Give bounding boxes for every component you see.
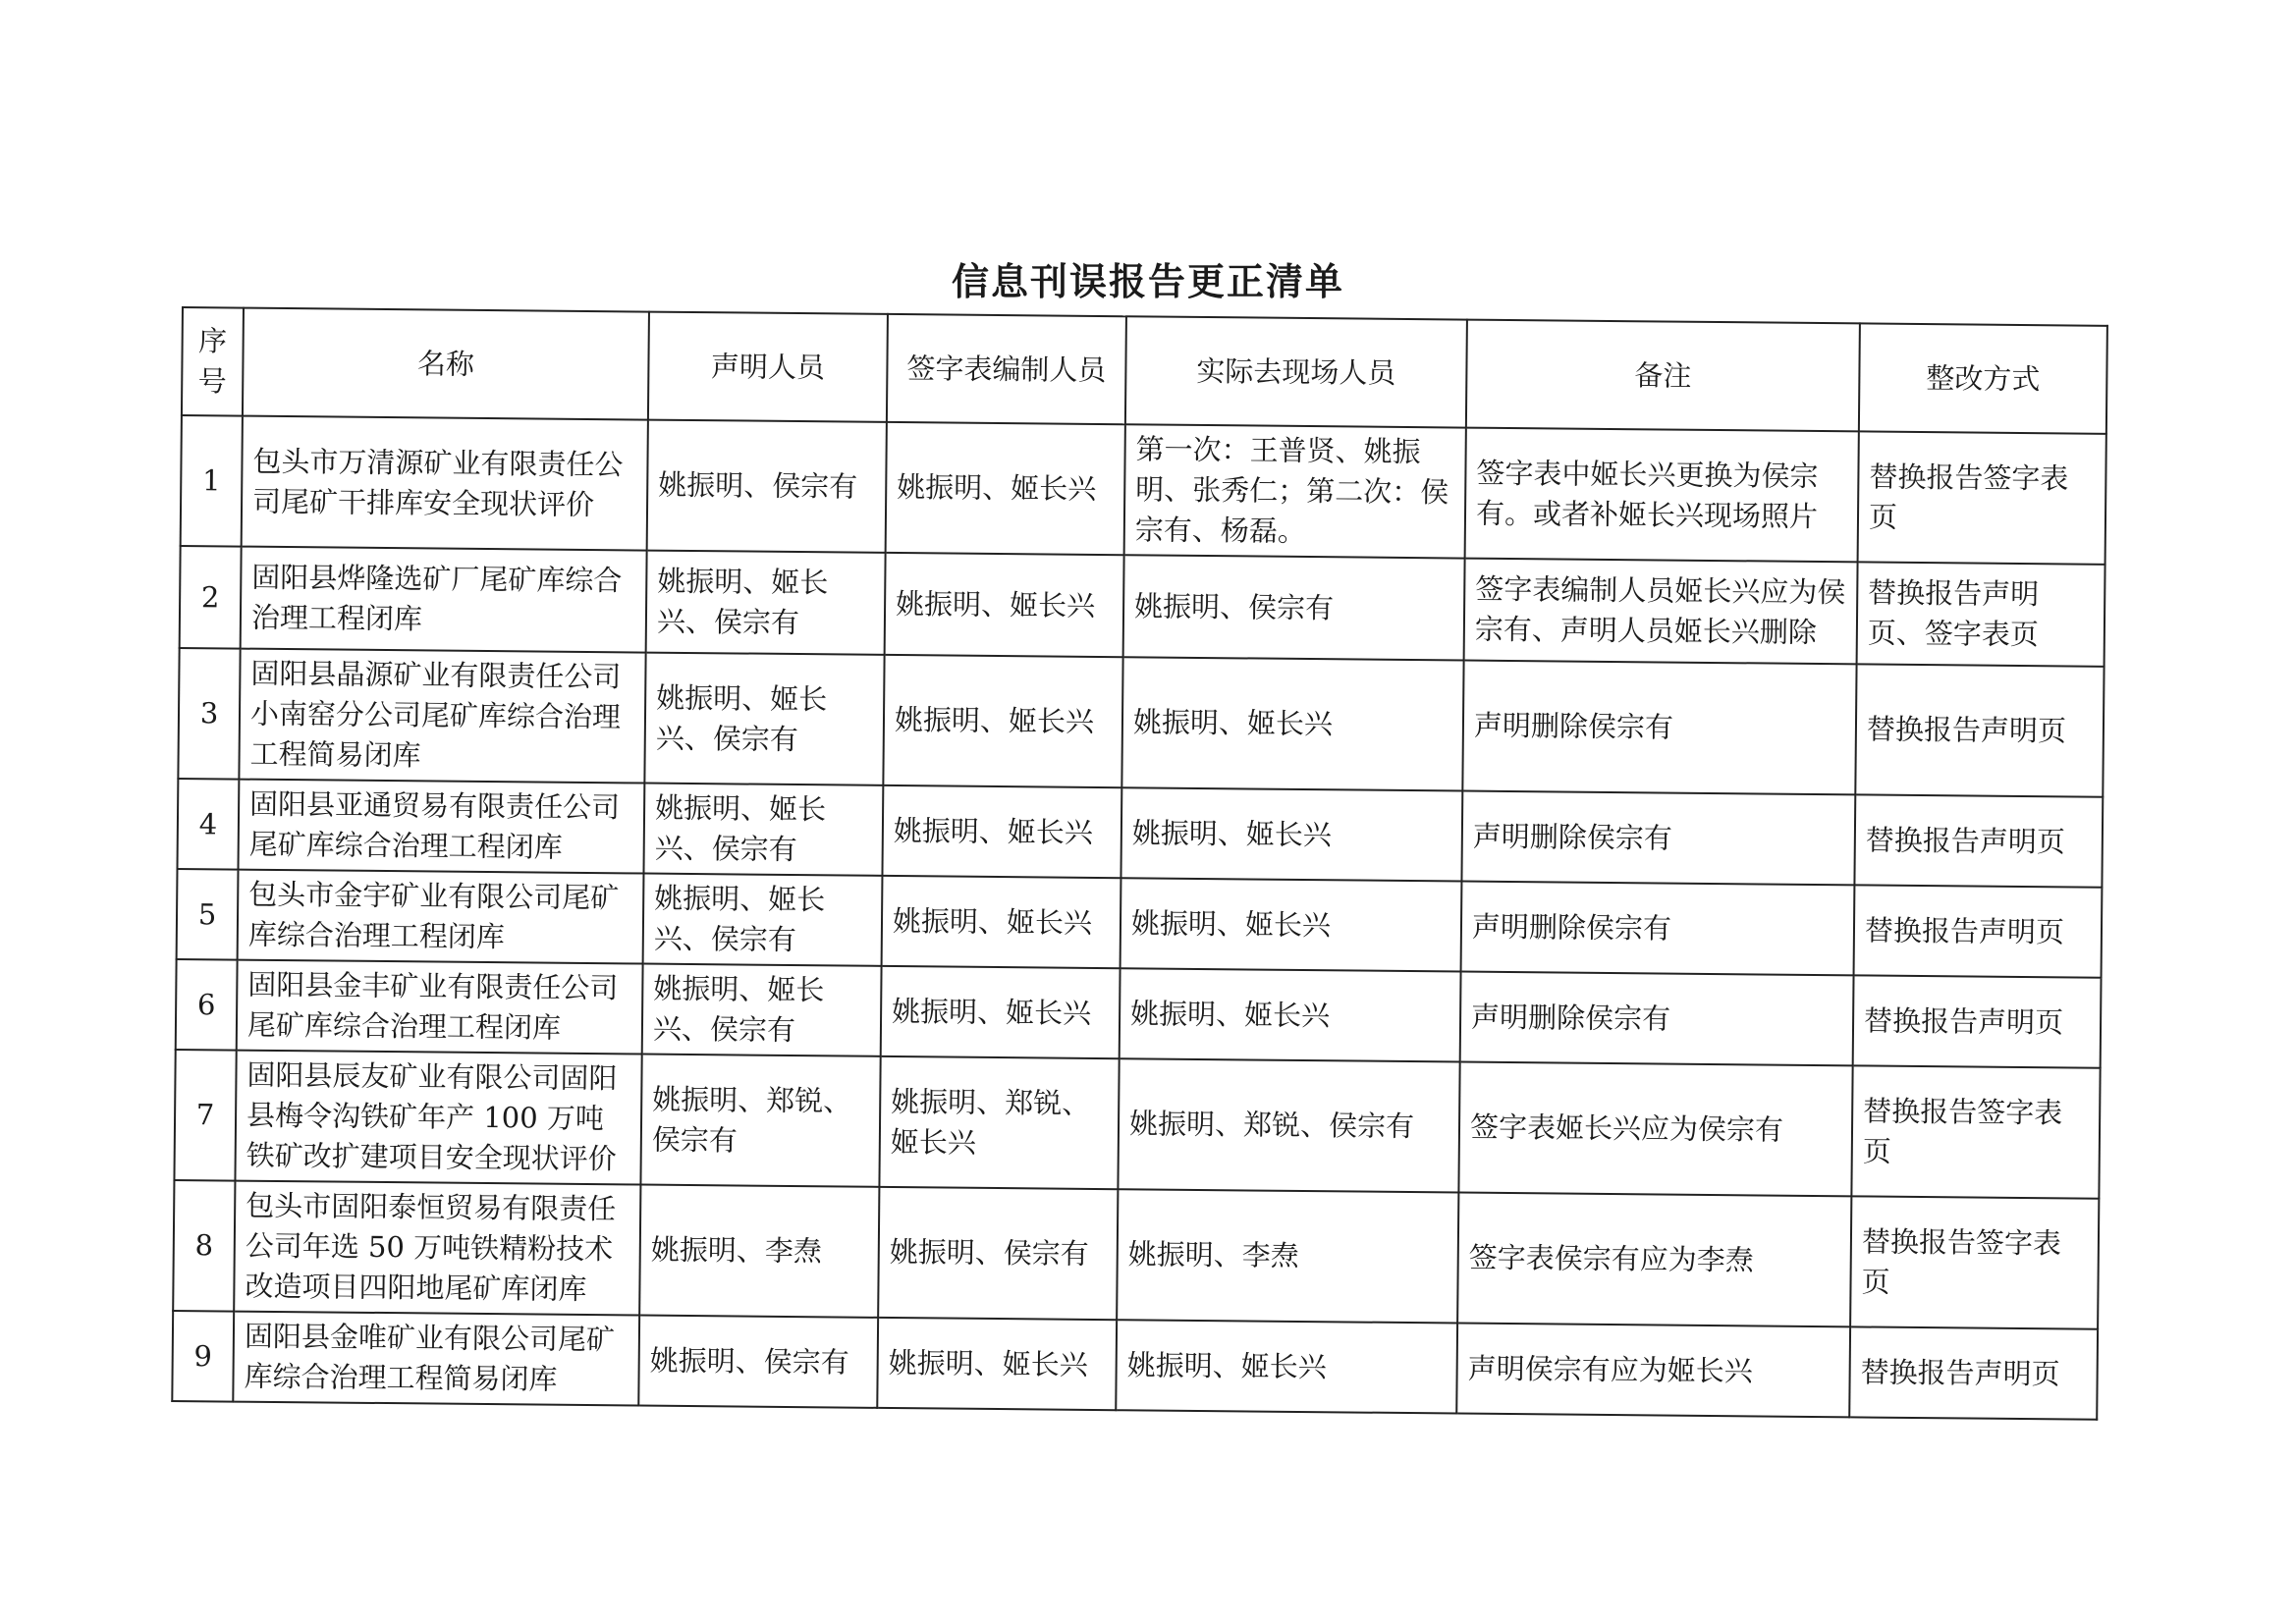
cell-name: 包头市固阳泰恒贸易有限责任公司年选 50 万吨铁精粉技术改造项目四阳地尾矿库闭库 (234, 1181, 640, 1316)
cell-name: 固阳县金唯矿业有限公司尾矿库综合治理工程简易闭库 (233, 1312, 639, 1406)
table-row (178, 648, 2104, 797)
cell-onsite: 姚振明、姬长兴 (1120, 968, 1461, 1061)
cell-onsite: 第一次：王普贤、姚振明、张秀仁；第二次：侯宗有、杨磊。 (1124, 424, 1466, 558)
document-title: 信息刊误报告更正清单 (951, 259, 1344, 303)
cell-fix: 替换报告声明页 (1854, 794, 2103, 887)
header-cell-remark: 备注 (1466, 320, 1860, 432)
table-row (173, 1180, 2099, 1329)
cell-remark: 签字表侯宗有应为李焘 (1457, 1193, 1851, 1327)
cell-no: 7 (174, 1050, 236, 1181)
cell-onsite: 姚振明、李焘 (1117, 1189, 1458, 1323)
cell-fix: 替换报告声明页 (1854, 885, 2103, 977)
cell-name: 固阳县烨隆选矿厂尾矿库综合治理工程闭库 (241, 547, 647, 653)
correction-table (171, 306, 2108, 1421)
cell-name: 包头市金宇矿业有限公司尾矿库综合治理工程闭库 (238, 870, 644, 964)
cell-onsite: 姚振明、郑锐、侯宗有 (1118, 1058, 1459, 1192)
cell-name: 固阳县金丰矿业有限责任公司尾矿库综合治理工程闭库 (237, 960, 643, 1055)
cell-sign-sheet: 姚振明、姬长兴 (881, 966, 1121, 1058)
cell-sign-sheet: 姚振明、姬长兴 (885, 553, 1124, 657)
header-cell-name: 名称 (243, 308, 649, 420)
cell-sign-sheet: 姚振明、姬长兴 (877, 1318, 1117, 1410)
cell-no: 5 (177, 869, 239, 960)
table-row (181, 415, 2106, 565)
cell-name: 包头市万清源矿业有限责任公司尾矿干排库安全现状评价 (242, 416, 648, 551)
table-header-row (182, 307, 2107, 434)
cell-sign-sheet: 姚振明、姬长兴 (883, 655, 1122, 787)
cell-declared: 姚振明、李焘 (639, 1185, 879, 1318)
cell-sign-sheet: 姚振明、郑锐、姬长兴 (879, 1056, 1119, 1189)
cell-onsite: 姚振明、姬长兴 (1121, 787, 1462, 881)
cell-declared: 姚振明、姬长兴、侯宗有 (644, 653, 884, 785)
cell-name: 固阳县晶源矿业有限责任公司小南窑分公司尾矿库综合治理工程简易闭库 (239, 649, 645, 784)
cell-onsite: 姚振明、姬长兴 (1116, 1320, 1457, 1413)
cell-no: 8 (173, 1180, 235, 1312)
cell-fix: 替换报告声明页 (1853, 975, 2102, 1067)
cell-sign-sheet: 姚振明、侯宗有 (878, 1187, 1118, 1320)
cell-declared: 姚振明、郑锐、侯宗有 (640, 1055, 880, 1187)
cell-no: 2 (180, 546, 242, 649)
cell-no: 4 (177, 779, 239, 870)
cell-sign-sheet: 姚振明、姬长兴 (886, 422, 1125, 555)
cell-fix: 替换报告声明页、签字表页 (1857, 562, 2105, 666)
cell-declared: 姚振明、姬长兴、侯宗有 (643, 874, 883, 966)
cell-sign-sheet: 姚振明、姬长兴 (882, 785, 1121, 878)
cell-remark: 声明侯宗有应为姬长兴 (1456, 1324, 1850, 1418)
table-row (180, 546, 2105, 667)
cell-remark: 签字表编制人员姬长兴应为侯宗有、声明人员姬长兴删除 (1464, 559, 1858, 665)
cell-no: 3 (178, 648, 240, 780)
header-cell-no: 序号 (182, 307, 244, 416)
header-cell-fix: 整改方式 (1859, 323, 2107, 433)
cell-onsite: 姚振明、姬长兴 (1121, 878, 1462, 971)
cell-fix: 替换报告签字表页 (1858, 431, 2106, 564)
cell-remark: 签字表中姬长兴更换为侯宗有。或者补姬长兴现场照片 (1465, 428, 1859, 563)
cell-name: 固阳县辰友矿业有限公司固阳县梅令沟铁矿年产 100 万吨铁矿改扩建项目安全现状评价 (235, 1051, 641, 1185)
cell-declared: 姚振明、姬长兴、侯宗有 (643, 784, 883, 876)
cell-declared: 姚振明、侯宗有 (638, 1316, 878, 1408)
cell-fix: 替换报告签字表页 (1851, 1065, 2100, 1198)
cell-name: 固阳县亚通贸易有限责任公司尾矿库综合治理工程闭库 (238, 780, 644, 874)
cell-fix: 替换报告签字表页 (1850, 1196, 2099, 1328)
cell-onsite: 姚振明、姬长兴 (1121, 657, 1463, 790)
cell-no: 9 (172, 1311, 234, 1402)
cell-declared: 姚振明、侯宗有 (647, 420, 887, 553)
cell-fix: 替换报告声明页 (1855, 664, 2104, 796)
cell-remark: 签字表姬长兴应为侯宗有 (1458, 1062, 1852, 1197)
header-cell-onsite: 实际去现场人员 (1125, 316, 1467, 427)
cell-declared: 姚振明、姬长兴、侯宗有 (642, 964, 882, 1056)
cell-remark: 声明删除侯宗有 (1461, 882, 1855, 976)
cell-declared: 姚振明、姬长兴、侯宗有 (646, 551, 886, 655)
header-cell-sign-sheet: 签字表编制人员 (887, 314, 1126, 424)
cell-sign-sheet: 姚振明、姬长兴 (882, 876, 1121, 968)
cell-onsite: 姚振明、侯宗有 (1123, 555, 1465, 660)
table-row (174, 1050, 2100, 1199)
table-row (172, 1311, 2098, 1420)
cell-fix: 替换报告声明页 (1849, 1326, 2098, 1419)
cell-remark: 声明删除侯宗有 (1462, 661, 1856, 795)
header-cell-declared: 声明人员 (648, 312, 888, 422)
cell-no: 6 (176, 959, 238, 1051)
cell-no: 1 (181, 415, 243, 547)
cell-remark: 声明删除侯宗有 (1460, 972, 1854, 1066)
cell-remark: 声明删除侯宗有 (1461, 791, 1855, 886)
